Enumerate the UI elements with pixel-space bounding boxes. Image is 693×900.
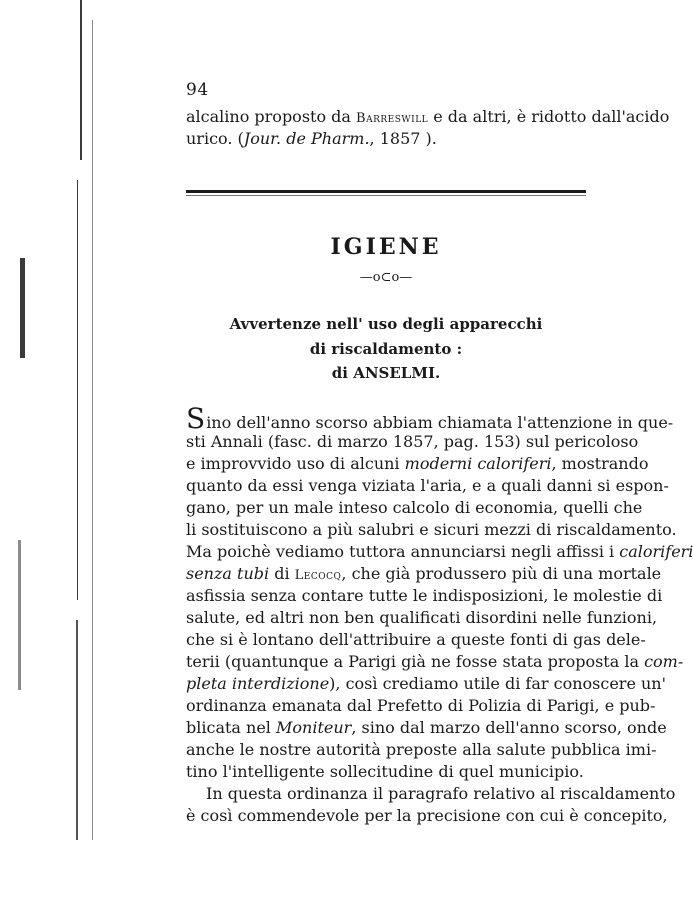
text-line: quanto da essi venga viziata l'aria, e a quali danni si espon- <box>186 476 669 495</box>
text-line: ordinanza emanata dal Prefetto di Polizia di Parigi, e pub- <box>186 696 656 715</box>
text-line: è così commendevole per la precisione con cui è concepito, <box>186 806 668 825</box>
gutter-line <box>77 180 78 600</box>
ornament: —o⊂o— <box>359 270 413 285</box>
text-line: senza tubi di Lecocq, che già produssero più di una mortale <box>186 564 662 583</box>
gutter-mark <box>18 540 21 690</box>
article-title-line: di riscaldamento : <box>309 340 463 358</box>
text-line: salute, ed altri non ben qualificati disordini nelle funzioni, <box>186 608 658 627</box>
drop-cap: S <box>186 402 206 435</box>
text-line: alcalino proposto da Barreswill e da altri, è ridotto dall'acido <box>186 107 670 126</box>
text-line: tino l'intelligente sollecitudine di quel municipio. <box>186 762 584 781</box>
author-name: Barreswill <box>356 111 429 126</box>
text-line: urico. (Jour. de Pharm., 1857 ). <box>186 129 437 148</box>
text-line: terii (quantunque a Parigi già ne fosse stata proposta la com- <box>186 652 684 671</box>
gutter-line <box>76 620 78 840</box>
text-line: Ma poichè vediamo tuttora annunciarsi negli affissi i caloriferi <box>186 542 693 561</box>
journal-citation: Jour. de Pharm. <box>243 129 370 148</box>
gutter-line <box>80 0 82 160</box>
text-line: e improvvido uso di alcuni moderni caloriferi, mostrando <box>186 454 649 473</box>
text-line: Sino dell'anno scorso abbiam chiamata l'attenzione in que- <box>186 402 674 435</box>
section-title: IGIENE <box>330 234 442 260</box>
gutter-mark <box>20 258 25 358</box>
text-line: asfissia senza contare tutte le indisposizioni, le molestie di <box>186 586 663 605</box>
text-line: che si è lontano dell'attribuire a queste fonti di gas dele- <box>186 630 646 649</box>
binding-gutter <box>0 0 100 900</box>
text-line: gano, per un male inteso calcolo di economia, quelli che <box>186 498 643 517</box>
text-line: anche le nostre autorità preposte alla salute pubblica imi- <box>186 740 657 759</box>
text-line: blicata nel Moniteur, sino dal marzo dell'anno scorso, onde <box>186 718 667 737</box>
text-line: In questa ordinanza il paragrafo relativo al riscaldamento <box>206 784 676 803</box>
article-author: di ANSELMI. <box>331 364 441 382</box>
article-title-line: Avvertenze nell' uso degli apparecchi <box>229 315 543 333</box>
gutter-line <box>92 20 93 840</box>
section-divider-thin <box>186 195 586 196</box>
text-line: sti Annali (fasc. di marzo 1857, pag. 153) sul pericoloso <box>186 432 639 451</box>
page-number: 94 <box>186 80 209 100</box>
text-line: pleta interdizione), così crediamo utile di far conoscere un' <box>186 674 667 693</box>
text-line: li sostituiscono a più salubri e sicuri mezzi di riscaldamento. <box>186 520 677 539</box>
section-divider <box>186 190 586 193</box>
